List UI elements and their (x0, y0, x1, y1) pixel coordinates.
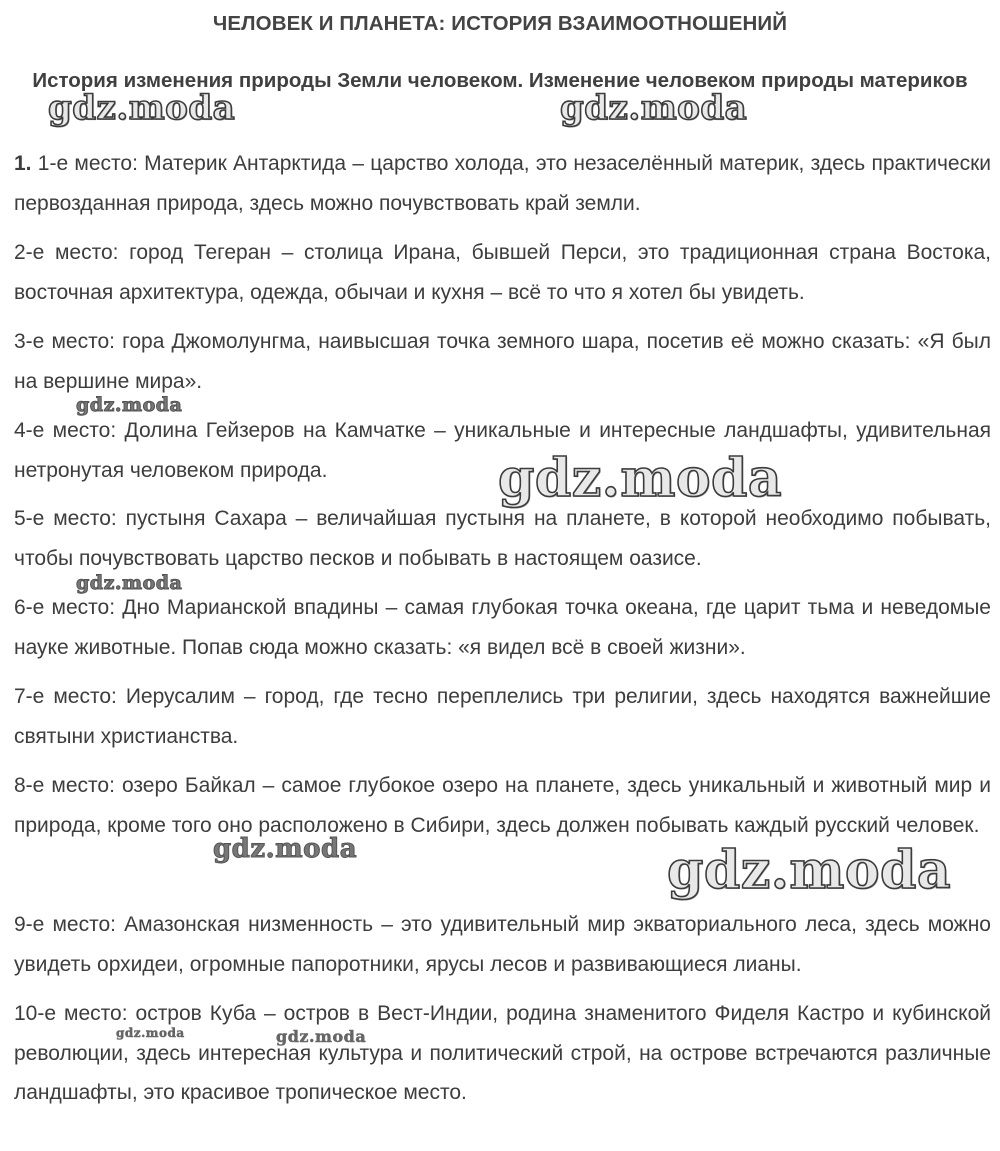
paragraph-7: 7-е место: Иерусалим – город, где тесно переплелись три религии, здесь находятся важнейшие святыни христианства. (14, 685, 991, 748)
paragraph-6: 6-е место: Дно Марианской впадины – самая глубокая точка океана, где царит тьма и неведомые науке животные. Попав сюда можно сказать: «я видел всё в своей жизни». (14, 596, 991, 659)
watermark-logo: gdz.moda (116, 1026, 185, 1040)
section-subtitle: История изменения природы Земли человеком. Изменение человеком природы материков (32, 69, 968, 92)
paragraph-3: 3-е место: гора Джомолунгма, наивысшая точка земного шара, посетив её можно сказать: «Я был на вершине мира». (14, 330, 991, 393)
watermark-logo: gdz.moda (76, 572, 183, 594)
watermark-logo: gdz.moda (48, 88, 236, 128)
watermark-logo: gdz.moda (213, 834, 358, 864)
paragraph-1 (14, 144, 991, 223)
watermark-logo: gdz.moda (560, 88, 748, 128)
answer-number: 1. (14, 152, 32, 175)
watermark-logo: gdz.moda (76, 394, 183, 416)
paragraph-5: 5-е место: пустыня Сахара – величайшая пустыня на планете, в которой необходимо побывать, чтобы почувствовать царство песков и побывать в настоящем оазисе. (14, 507, 991, 570)
watermark-logo: gdz.moda (276, 1027, 367, 1046)
paragraph-8: 8-е место: озеро Байкал – самое глубокое озеро на планете, здесь уникальный и животный мир и природа, кроме того оно расположено в Сибири, здесь должен побывать каждый русский человек. (14, 774, 991, 837)
paragraph-2: 2-е место: город Тегеран – столица Ирана, бывшей Перси, это традиционная страна Востока, восточная архитектура, одежда, обычаи и кухня – всё то что я хотел бы увидеть. (14, 241, 991, 304)
paragraph-9: 9-е место: Амазонская низменность – это удивительный мир экваториального леса, здесь можно увидеть орхидеи, огромные папоротники, ярусы лесов и развивающиеся лианы. (14, 913, 991, 976)
paragraph-10: 10-е место: остров Куба – остров в Вест-Индии, родина знаменитого Фиделя Кастро и кубинской революции, здесь интересная культура и политический строй, на острове встречаются различные ландшафты, это красивое тропическое место. (14, 1002, 991, 1104)
paragraph-text: 1-е место: Материк Антарктида – царство холода, это незаселённый материк, здесь практически первозданная природа, здесь можно почувствовать край земли. (14, 152, 991, 215)
watermark-logo: gdz.moda (667, 840, 952, 901)
watermark-logo: gdz.moda (498, 448, 783, 509)
paragraph-4: 4-е место: Долина Гейзеров на Камчатке – уникальные и интересные ландшафты, удивительная нетронутая человеком природа. (14, 419, 991, 482)
page-title: ЧЕЛОВЕК И ПЛАНЕТА: ИСТОРИЯ ВЗАИМООТНОШЕНИЙ (212, 12, 788, 35)
